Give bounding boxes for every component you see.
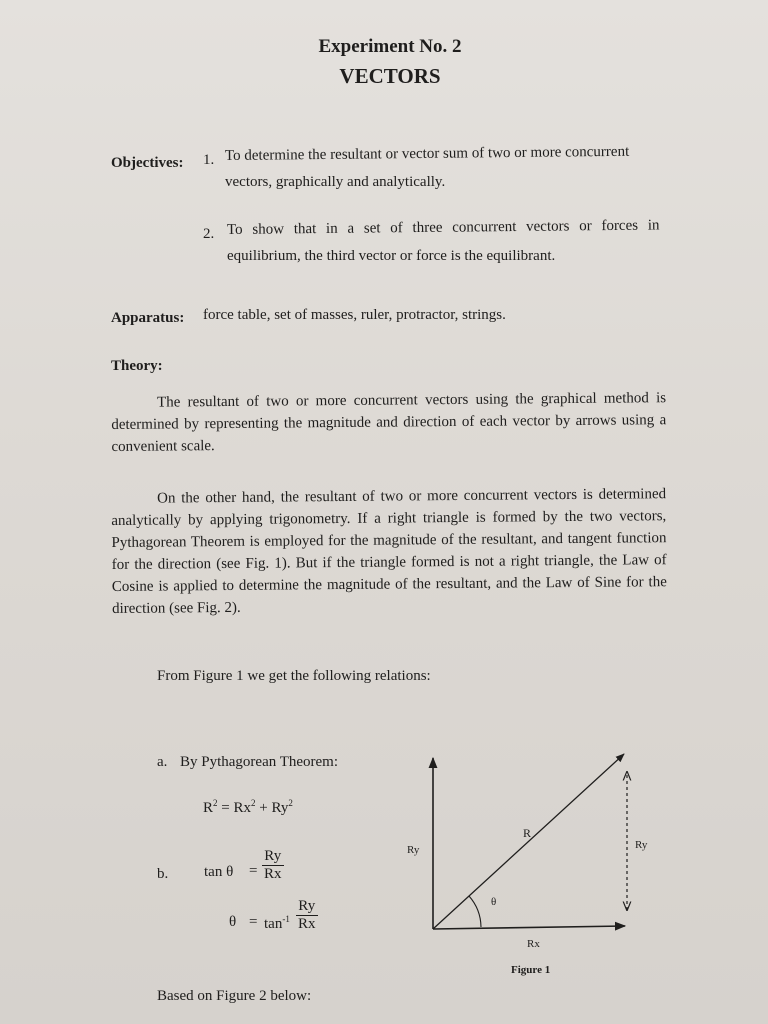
objective-2-number: 2. [203,226,215,242]
tan-equals: = [249,863,258,879]
figure-1-diagram [395,740,675,990]
theta-equals: = [249,914,258,930]
apparatus-label: Apparatus: [111,310,185,326]
tan-denominator: Rx [264,866,282,882]
tan-fraction [262,848,284,883]
eq-r-exp: 2 [213,798,218,808]
theory-label: Theory: [111,358,163,374]
eq-rx-exp: 2 [250,798,256,808]
objective-1-number: 1. [203,152,215,168]
relations-intro: From Figure 1 we get the following relations: [157,668,431,684]
pythagorean-equation [203,798,293,817]
rx-horizontal-vector [433,926,625,929]
experiment-title: Experiment No. 2 [318,36,462,57]
theory-paragraph-2-text: On the other hand, the resultant of two or more concurrent vectors is determined analytically by applying trigonometry. If a right triangle is formed by the two vectors, Pythagorean Theorem is employed for the magnitude of the resultant, and tangent function for the direction (see Fig. 1). But if the triangle formed is not a right triangle, the Law of Cosine is applied to determine the magnitude of the resultant, and the Law of Sine for the direction (see Fig. 2). [111,486,667,617]
apparatus-text: force table, set of masses, ruler, protractor, strings. [203,307,506,323]
objectives-label: Objectives: [111,155,184,171]
topic-title: VECTORS [339,64,441,88]
relation-a-text: By Pythagorean Theorem: [180,754,339,770]
tan-text: tan [264,916,283,932]
theory-paragraph-1-text: The resultant of two or more concurrent vectors using the graphical method is determined by representing the magnitude and direction of each vector by arrows using a convenient scale. [111,390,667,455]
theory-paragraph-1 [111,387,667,458]
label-theta: θ [491,896,497,908]
figure-1-caption: Figure 1 [511,964,551,976]
tan-theta: tan θ [204,864,234,880]
tan-numerator: Ry [262,848,284,866]
arctan [264,914,290,933]
inverse-exp: -1 [282,914,290,924]
footer-text: Based on Figure 2 below: [157,988,312,1004]
relation-a-label: a. [157,754,168,770]
theta-arc [469,896,481,927]
eq-rx: = Rx [217,800,251,816]
relation-b-label: b. [157,866,169,882]
eq-ry-exp: 2 [288,798,293,808]
eq-ry: + Ry [255,800,289,816]
label-r: R [523,826,532,840]
eq-r: R [203,800,214,816]
label-ry-right: Ry [635,839,648,851]
objective-1-line2: vectors, graphically and analytically. [225,174,446,190]
theory-paragraph-2 [111,483,667,620]
arctan-numerator: Ry [296,898,318,916]
objective-2-line1: To show that in a set of three concurrent vectors or forces in [226,217,660,238]
objective-1-line1: To determine the resultant or vector sum of two or more concurrent [224,143,630,164]
arctan-denominator: Rx [298,916,316,932]
objective-2-line2: equilibrium, the third vector or force is the equilibrant. [227,248,556,264]
label-rx: Rx [527,938,540,950]
arctan-fraction [296,898,318,933]
r-resultant-vector [433,754,624,929]
label-ry-left: Ry [407,844,420,856]
theta-symbol: θ [229,914,237,930]
